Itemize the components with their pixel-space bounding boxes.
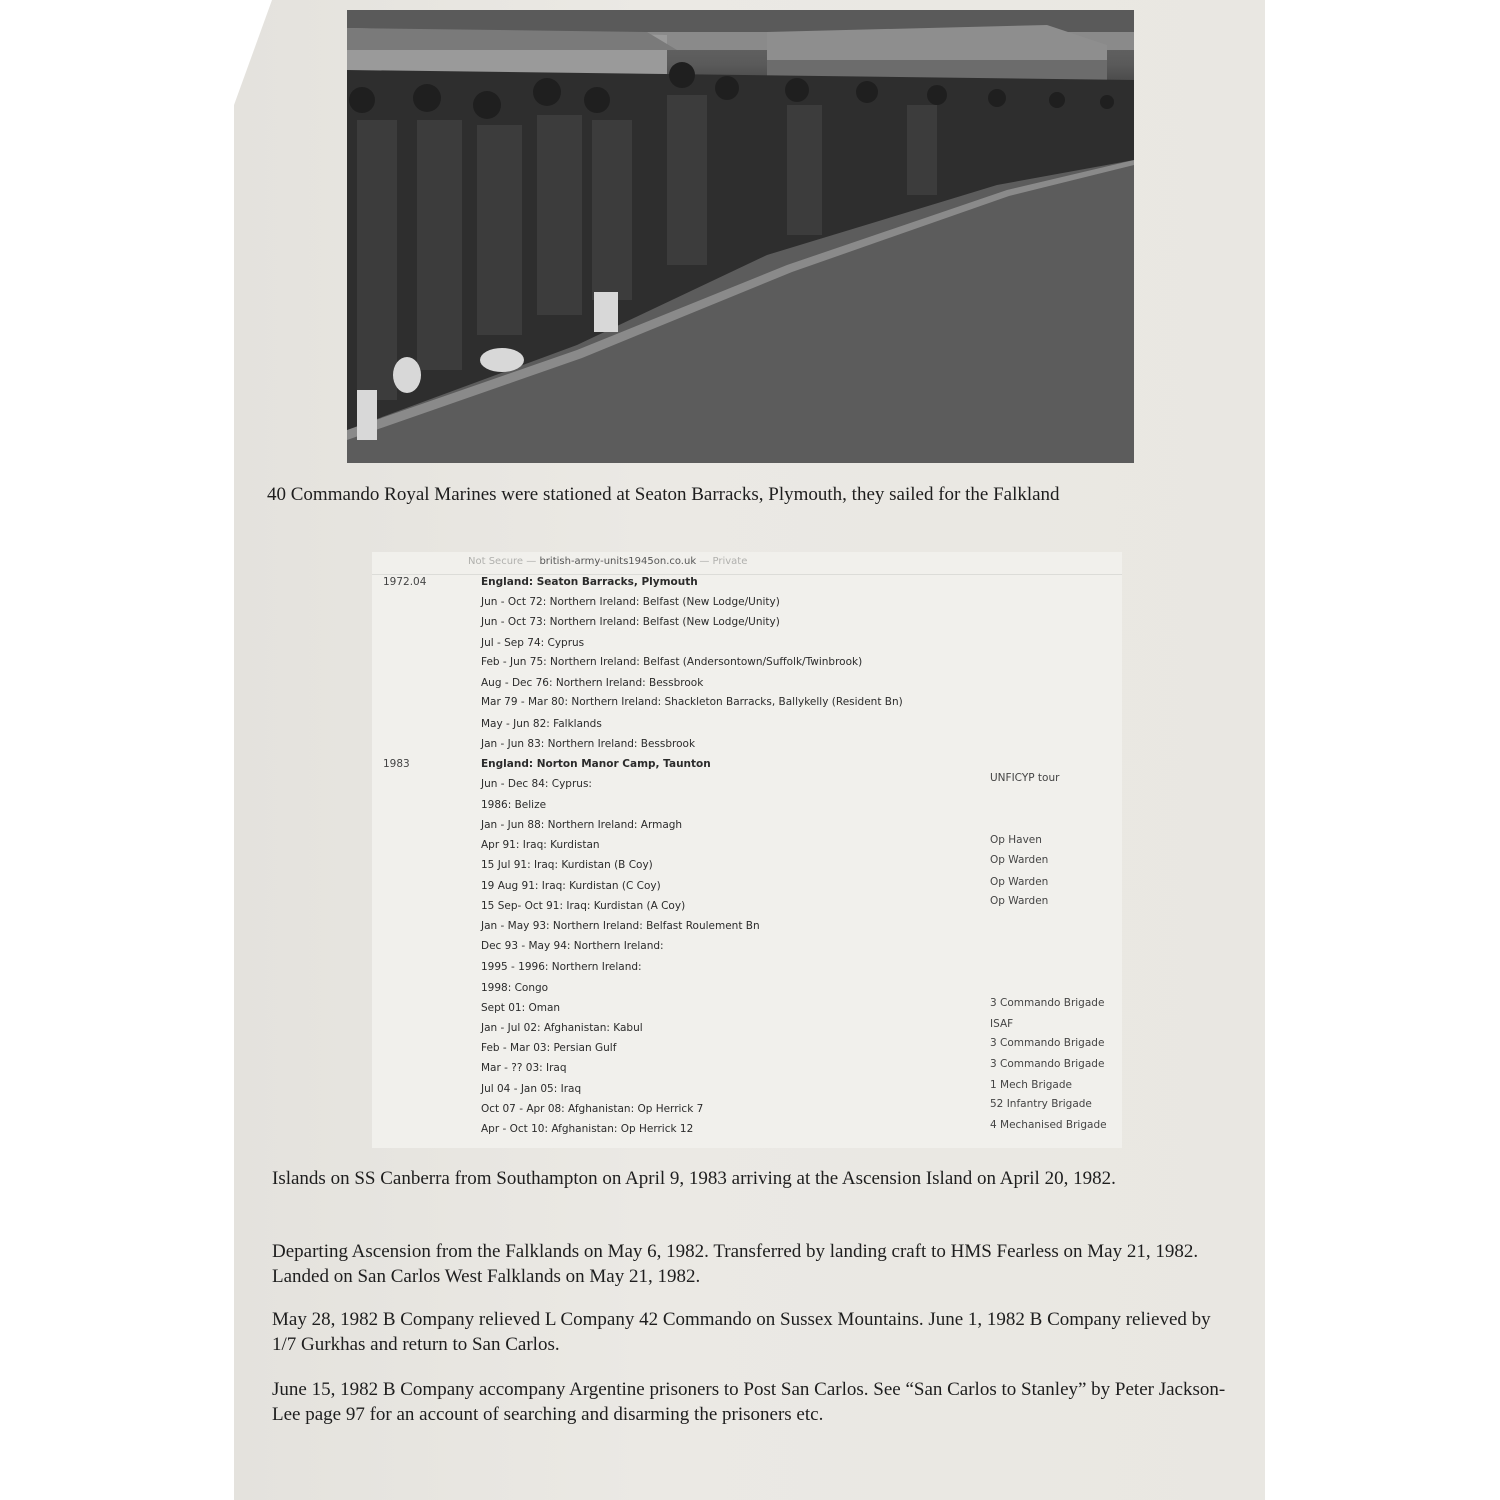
timeline-entry: Jun - Oct 73: Northern Ireland: Belfast (New Lodge/Unity) (481, 616, 780, 628)
timeline-row (372, 799, 1122, 817)
timeline-entry: Jan - Jul 02: Afghanistan: Kabul (481, 1022, 643, 1034)
timeline-entry: Jun - Oct 72: Northern Ireland: Belfast (New Lodge/Unity) (481, 596, 780, 608)
address-bar-divider (372, 574, 1122, 575)
timeline-entry: 15 Jul 91: Iraq: Kurdistan (B Coy) (481, 859, 653, 871)
timeline-row (372, 854, 1122, 877)
timeline-row (372, 677, 1122, 695)
timeline-entry: Feb - Jun 75: Northern Ireland: Belfast (Andersontown/Suffolk/Twinbrook) (481, 656, 863, 668)
timeline-entry: Dec 93 - May 94: Northern Ireland: (481, 940, 664, 952)
timeline-note: 3 Commando Brigade (990, 1037, 1105, 1049)
private-mode-label: Private (712, 556, 748, 567)
timeline-entry: 15 Sep- Oct 91: Iraq: Kurdistan (A Coy) (481, 900, 686, 912)
timeline-row (372, 895, 1122, 918)
timeline-row (372, 637, 1122, 655)
timeline-note: 4 Mechanised Brigade (990, 1119, 1107, 1131)
timeline-entry: Sept 01: Oman (481, 1002, 561, 1014)
paragraph-4: June 15, 1982 B Company accompany Argentine prisoners to Post San Carlos. See “San Carlos to Stanley” by Peter Jackson-Lee page 97 for an account of searching and disarming the prisoners etc. (272, 1379, 1226, 1425)
timeline-entry: Mar 79 - Mar 80: Northern Ireland: Shackleton Barracks, Ballykelly (Resident Bn) (481, 696, 903, 708)
timeline-note: UNFICYP tour (990, 772, 1060, 784)
timeline-entry: Oct 07 - Apr 08: Afghanistan: Op Herrick 7 (481, 1103, 704, 1115)
timeline-note: ISAF (990, 1018, 1014, 1030)
timeline-row (372, 616, 1122, 634)
timeline-entry: Mar - ?? 03: Iraq (481, 1062, 567, 1074)
website-screenshot (372, 552, 1122, 1148)
timeline-entry: Jul 04 - Jan 05: Iraq (481, 1083, 582, 1095)
timeline-entry: Jan - Jun 88: Northern Ireland: Armagh (481, 819, 683, 831)
timeline-entry: Apr 91: Iraq: Kurdistan (481, 839, 600, 851)
timeline-note: 3 Commando Brigade (990, 1058, 1105, 1070)
timeline-row (372, 596, 1122, 614)
timeline-entry: 1986: Belize (481, 799, 547, 811)
timeline-row (372, 961, 1122, 979)
timeline-entry: 19 Aug 91: Iraq: Kurdistan (C Coy) (481, 880, 661, 892)
timeline-row (372, 738, 1122, 756)
timeline-entry: England: Seaton Barracks, Plymouth (481, 576, 698, 588)
timeline-entry: Apr - Oct 10: Afghanistan: Op Herrick 12 (481, 1123, 694, 1135)
timeline-entry: 1998: Congo (481, 982, 549, 994)
photo-caption: 40 Commando Royal Marines were stationed at Seaton Barracks, Plymouth, they sailed for the Falkland (267, 484, 1060, 505)
timeline-entry: Feb - Mar 03: Persian Gulf (481, 1042, 617, 1054)
timeline-entry: Jan - May 93: Northern Ireland: Belfast Roulement Bn (481, 920, 760, 932)
timeline-note: Op Warden (990, 895, 1049, 907)
timeline-row (372, 920, 1122, 938)
timeline-note: Op Haven (990, 834, 1042, 846)
marines-photograph (347, 10, 1134, 463)
paragraph-3: May 28, 1982 B Company relieved L Company 42 Commando on Sussex Mountains. June 1, 1982 B Company relieved by 1/7 Gurkhas and return to San Carlos. (272, 1309, 1211, 1355)
page-corner-fold (234, 0, 272, 105)
browser-address-bar: Not Secure — british-army-units1945on.co.uk — Private (468, 556, 748, 567)
timeline-entry: England: Norton Manor Camp, Taunton (481, 758, 711, 770)
timeline-year: 1972.04 (383, 576, 427, 588)
timeline-row (372, 1119, 1122, 1141)
timeline-note: 1 Mech Brigade (990, 1079, 1072, 1091)
timeline-row (372, 718, 1122, 736)
timeline-entry: Jul - Sep 74: Cyprus (481, 637, 585, 649)
site-host: british-army-units1945on.co.uk (539, 556, 697, 567)
timeline-entry: Jun - Dec 84: Cyprus: (481, 778, 592, 790)
timeline-note: 52 Infantry Brigade (990, 1098, 1092, 1110)
timeline-note: 3 Commando Brigade (990, 997, 1105, 1009)
timeline-row (372, 772, 1122, 796)
timeline-entry: May - Jun 82: Falklands (481, 718, 602, 730)
timeline-row (372, 940, 1122, 958)
paragraph-1: Islands on SS Canberra from Southampton on April 9, 1983 arriving at the Ascension Island on April 20, 1982. (272, 1168, 1116, 1189)
timeline-note: Op Warden (990, 876, 1049, 888)
timeline-entry: 1995 - 1996: Northern Ireland: (481, 961, 642, 973)
timeline-row (372, 696, 1122, 714)
timeline-entry: Aug - Dec 76: Northern Ireland: Bessbrook (481, 677, 704, 689)
timeline-note: Op Warden (990, 854, 1049, 866)
timeline-row (372, 656, 1122, 674)
timeline-entry: Jan - Jun 83: Northern Ireland: Bessbrook (481, 738, 696, 750)
not-secure-label: Not Secure (468, 556, 524, 567)
timeline-row (372, 1058, 1122, 1080)
paragraph-2: Departing Ascension from the Falklands on May 6, 1982. Transferred by landing craft to HMS Fearless on May 21, 1982. Landed on San Carlos West Falklands on May 21, 1982. (272, 1241, 1199, 1287)
timeline-row (372, 576, 1122, 594)
timeline-year: 1983 (383, 758, 410, 770)
